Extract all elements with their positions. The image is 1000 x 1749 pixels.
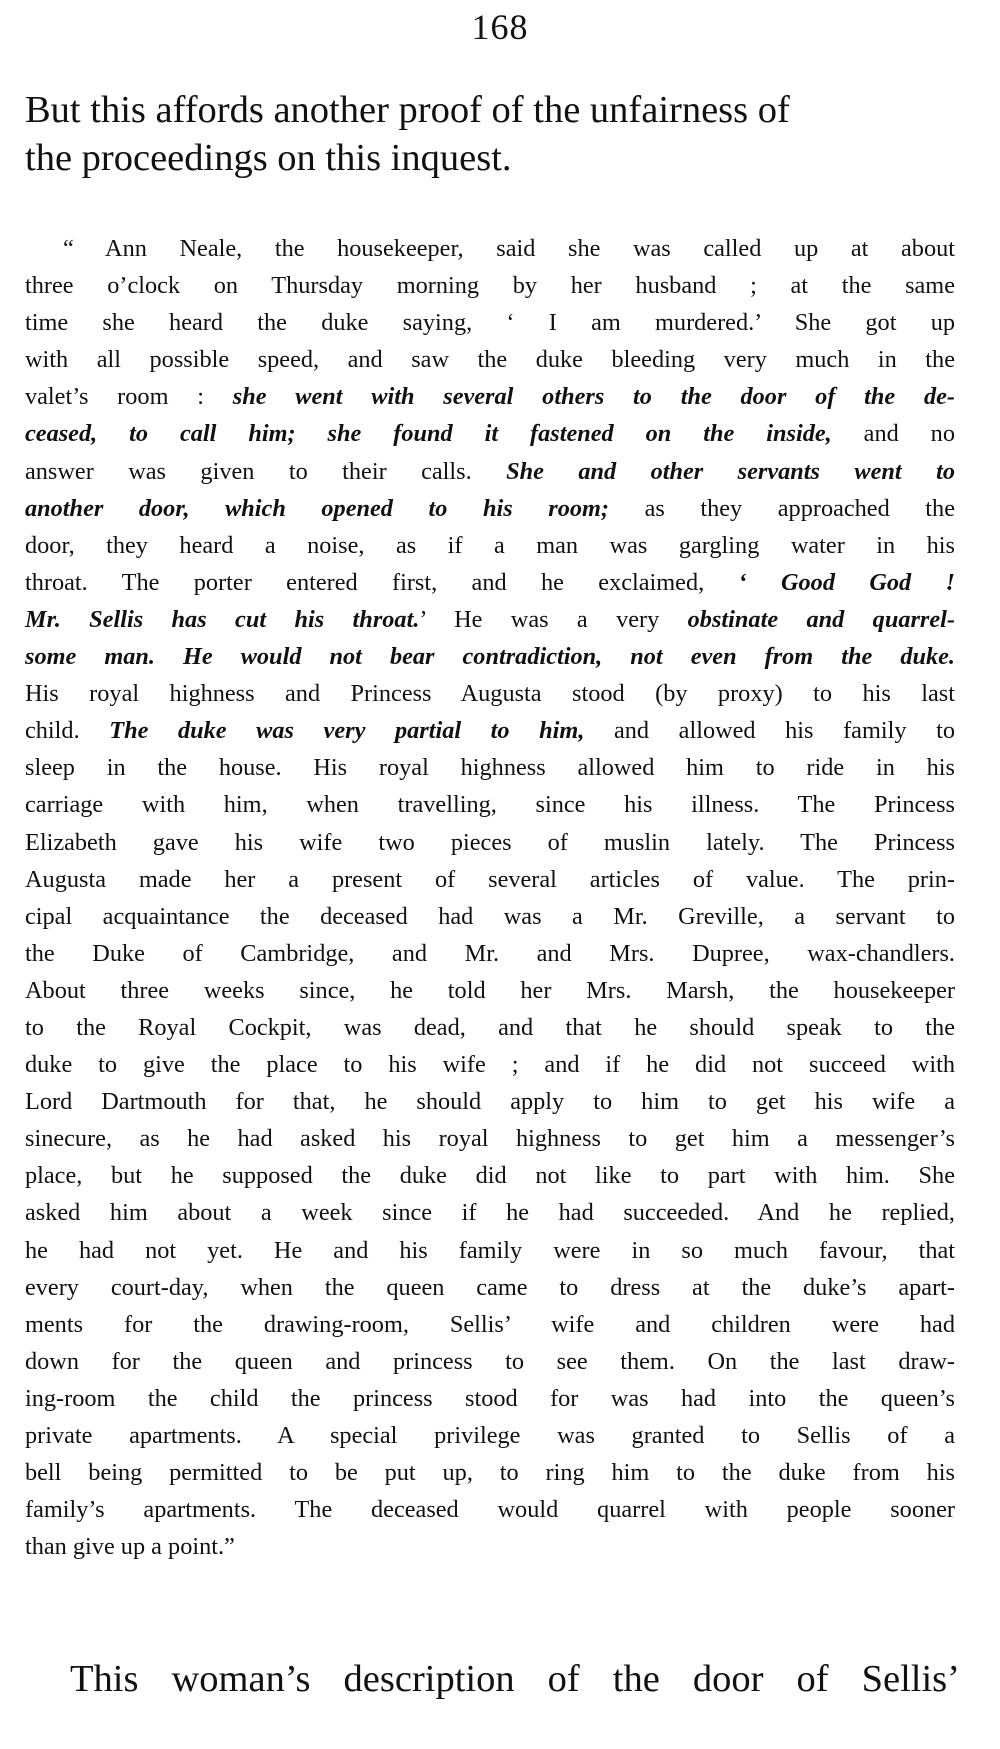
italic-text: ‘ Good God ! — [738, 568, 955, 596]
text-run: and no — [831, 420, 955, 448]
quote-line — [25, 1009, 955, 1046]
quote-line — [25, 898, 955, 935]
quote-line — [25, 341, 955, 378]
text-run: bell being permitted to be put up, to ring him to the duke from his — [25, 1459, 955, 1487]
text-run: duke to give the place to his wife ; and if he did not succeed with — [25, 1051, 955, 1079]
italic-text: She and other servants went to — [506, 457, 955, 485]
text-run: and allowed his family to — [584, 717, 955, 745]
text-run: His royal highness and Princess Augusta stood (by proxy) to his last — [25, 680, 955, 708]
italic-text: she went with several others to the door of the de- — [232, 383, 955, 411]
text-run: cipal acquaintance the deceased had was a Mr. Greville, a servant to — [25, 902, 955, 930]
quoted-testimony — [25, 230, 955, 1565]
quote-line — [25, 564, 955, 601]
text-run: he had not yet. He and his family were in so much favour, that — [25, 1236, 955, 1264]
text-run: throat. The porter entered first, and he exclaimed, — [25, 568, 739, 596]
text-run: About three weeks since, he told her Mrs. Marsh, the housekeeper — [25, 976, 955, 1004]
quote-line — [25, 786, 955, 823]
quote-line — [25, 1417, 955, 1454]
quote-line — [25, 453, 955, 490]
quote-line — [25, 1491, 955, 1528]
text-run: valet’s room : — [25, 383, 233, 411]
quote-line — [25, 267, 955, 304]
text-run: ing-room the child the princess stood for was had into the queen’s — [25, 1384, 955, 1412]
text-run: child. — [25, 717, 110, 745]
text-run: Lord Dartmouth for that, he should apply to him to get his wife a — [25, 1088, 955, 1116]
text-run: than give up a point.” — [25, 1533, 235, 1561]
text-run: time she heard the duke saying, ‘ I am murdered.’ She got up — [25, 309, 955, 337]
quote-line — [25, 824, 955, 861]
quote-line — [25, 601, 955, 638]
quote-line — [25, 1306, 955, 1343]
italic-text: obstinate and quarrel- — [687, 605, 956, 633]
page-number: 168 — [471, 7, 529, 47]
text-run: Elizabeth gave his wife two pieces of muslin lately. The Princess — [25, 828, 955, 856]
quote-line — [25, 415, 955, 452]
text-run: the Duke of Cambridge, and Mr. and Mrs. Dupree, wax-chandlers. — [25, 939, 955, 967]
text-run: with all possible speed, and saw the duke bleeding very much in the — [25, 346, 955, 374]
quote-line — [25, 972, 955, 1009]
quote-line — [25, 230, 955, 267]
italic-text: The duke was very partial to him, — [109, 717, 585, 745]
text-run: answer was given to their calls. — [25, 457, 507, 485]
quote-line — [25, 1380, 955, 1417]
intro-line: But this affords another proof of the unfairness of — [25, 89, 790, 131]
quote-line — [25, 1343, 955, 1380]
text-run: every court-day, when the queen came to dress at the duke’s apart- — [25, 1273, 955, 1301]
quote-line — [25, 1232, 955, 1269]
quote-line — [25, 749, 955, 786]
quote-line — [25, 1046, 955, 1083]
text-run: ments for the drawing-room, Sellis’ wife and children were had — [25, 1310, 955, 1338]
quote-line — [25, 1083, 955, 1120]
quote-line — [25, 935, 955, 972]
text-run: down for the queen and princess to see them. On the last draw- — [25, 1347, 955, 1375]
italic-text: some man. He would not bear contradiction, not even from the duke. — [25, 643, 955, 671]
text-run: asked him about a week since if he had succeeded. And he replied, — [25, 1199, 955, 1227]
text-run: as they approached the — [609, 494, 955, 522]
text-run: three o’clock on Thursday morning by her husband ; at the same — [25, 272, 955, 300]
quote-line — [25, 1194, 955, 1231]
text-run: private apartments. A special privilege was granted to Sellis of a — [25, 1422, 955, 1449]
quote-line — [25, 1157, 955, 1194]
text-run: family’s apartments. The deceased would quarrel with people sooner — [25, 1496, 955, 1524]
quote-line — [25, 490, 955, 527]
quote-line — [25, 1528, 955, 1565]
outro-paragraph: This woman’s description of the door of Sellis’ — [70, 1658, 960, 1700]
text-run: Augusta made her a present of several articles of value. The prin- — [25, 865, 955, 893]
text-run: to the Royal Cockpit, was dead, and that he should speak to the — [25, 1013, 955, 1041]
text-run: carriage with him, when travelling, since his illness. The Princess — [25, 791, 955, 819]
quote-line — [25, 1120, 955, 1157]
quote-line — [25, 861, 955, 898]
quote-line — [25, 675, 955, 712]
text-run: place, but he supposed the duke did not like to part with him. She — [25, 1162, 955, 1190]
quote-line — [25, 378, 955, 415]
quote-line — [25, 304, 955, 341]
quote-line — [25, 712, 955, 749]
intro-line: the proceedings on this inquest. — [25, 137, 512, 179]
quote-line — [25, 1269, 955, 1306]
text-run: ’ He was a very — [419, 605, 688, 633]
text-run: sleep in the house. His royal highness allowed him to ride in his — [25, 754, 955, 782]
italic-text: Mr. Sellis has cut his throat. — [25, 605, 420, 633]
italic-text: ceased, to call him; she found it fastened on the inside, — [25, 420, 832, 448]
italic-text: another door, which opened to his room; — [25, 494, 609, 522]
quote-line — [25, 638, 955, 675]
text-run: “ Ann Neale, the housekeeper, said she was called up at about — [63, 235, 955, 262]
text-run: door, they heard a noise, as if a man was gargling water in his — [25, 531, 955, 559]
quote-line — [25, 527, 955, 564]
quote-line — [25, 1454, 955, 1491]
text-run: sinecure, as he had asked his royal highness to get him a messenger’s — [25, 1125, 955, 1153]
intro-paragraph — [25, 86, 960, 182]
